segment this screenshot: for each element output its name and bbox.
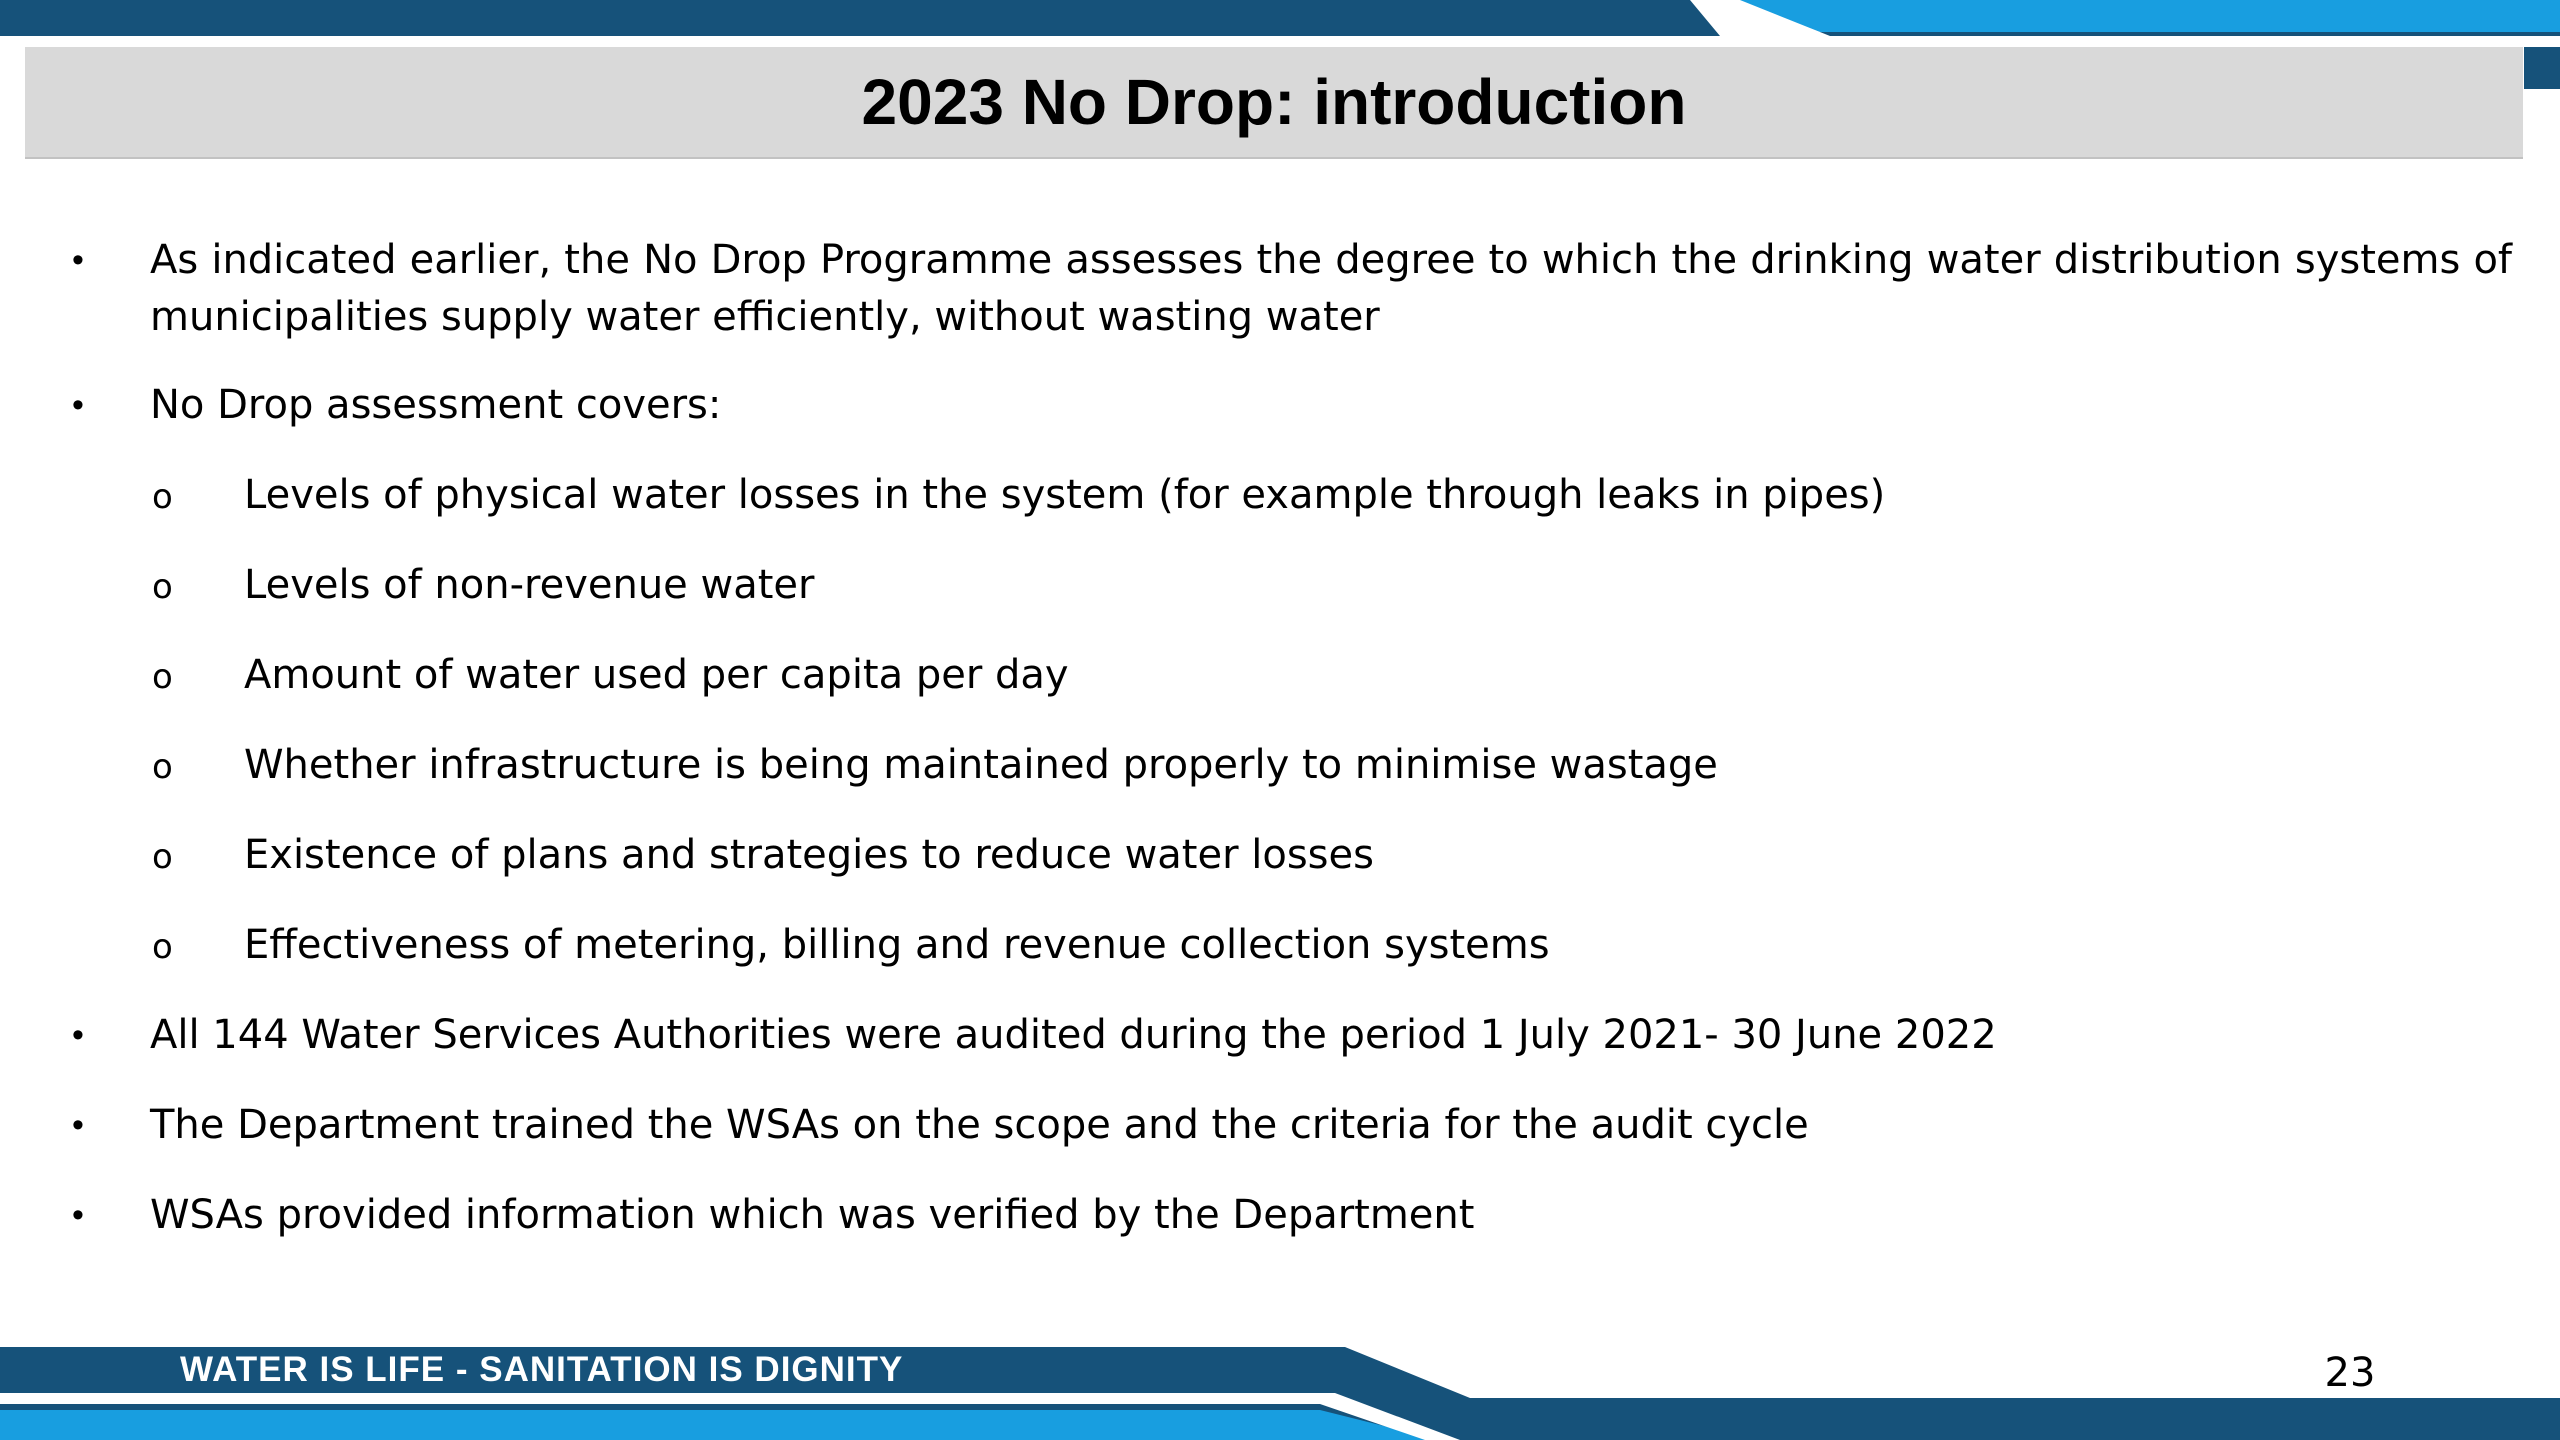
sub-bullet-non-revenue: Levels of non-revenue water	[244, 562, 815, 608]
bullet-marker: •	[72, 241, 84, 279]
sub-bullet-per-capita: Amount of water used per capita per day	[244, 652, 1069, 698]
bullet-text-audited: All 144 Water Services Authorities were audited during the period 1 July 2021- 30 June 2022	[150, 1012, 1997, 1058]
sub-bullet-marker: o	[152, 567, 173, 607]
bullet-text-verified: WSAs provided information which was verified by the Department	[150, 1192, 1475, 1238]
bullet-marker: •	[72, 1196, 84, 1234]
sub-bullet-marker: o	[152, 837, 173, 877]
sub-bullet-metering: Effectiveness of metering, billing and revenue collection systems	[244, 922, 1550, 968]
bullet-text-trained: The Department trained the WSAs on the scope and the criteria for the audit cycle	[150, 1102, 1809, 1148]
sub-bullet-physical-losses: Levels of physical water losses in the system (for example through leaks in pipes)	[244, 472, 1886, 518]
slide-title: 2023 No Drop: introduction	[861, 66, 1687, 138]
footer-slogan: WATER IS LIFE - SANITATION IS DIGNITY	[180, 1350, 904, 1389]
page-number: 23	[2324, 1350, 2376, 1396]
bullet-marker: •	[72, 1106, 84, 1144]
sub-bullet-marker: o	[152, 477, 173, 517]
sub-bullet-marker: o	[152, 747, 173, 787]
sub-bullet-plans: Existence of plans and strategies to reduce water losses	[244, 832, 1374, 878]
bullet-marker: •	[72, 386, 84, 424]
bullet-text-covers: No Drop assessment covers:	[150, 382, 722, 428]
sub-bullet-infrastructure: Whether infrastructure is being maintained properly to minimise wastage	[244, 742, 1718, 788]
bullet-marker: •	[72, 1016, 84, 1054]
bullet-text-intro: As indicated earlier, the No Drop Programme assesses the degree to which the drinking water distribution systems of municipalities supply water efficiently, without wasting water	[150, 237, 2512, 340]
sub-bullet-marker: o	[152, 927, 173, 967]
sub-bullet-marker: o	[152, 657, 173, 697]
